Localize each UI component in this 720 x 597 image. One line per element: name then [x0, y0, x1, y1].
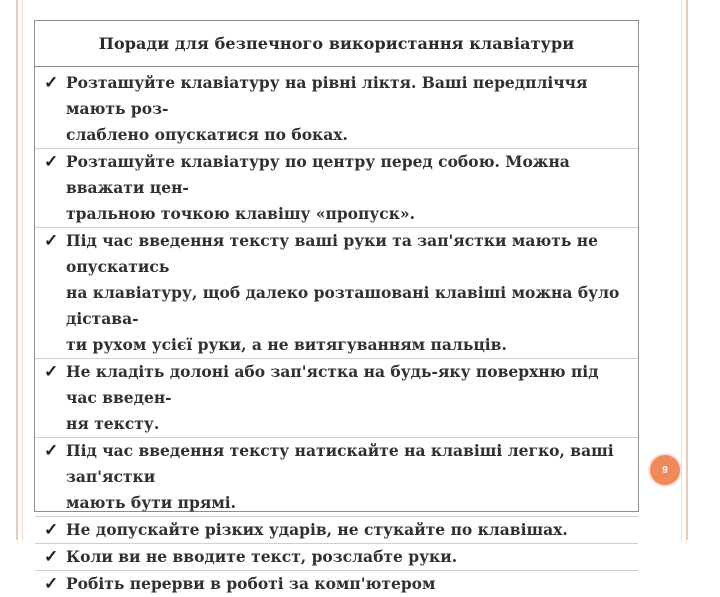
list-item [35, 359, 638, 438]
slide-number-badge: 9 [650, 455, 680, 485]
card-header [35, 21, 638, 67]
tip-line: Робіть перерви в роботі за комп'ютером [66, 574, 436, 593]
tip-line: тральною точкою клавішу «пропуск». [66, 204, 416, 223]
list-item [35, 228, 638, 359]
check-icon: ✓ [44, 547, 59, 566]
tip-line: Коли ви не вводите текст, розслабте руки. [66, 547, 458, 566]
tip-text [66, 438, 632, 516]
list-item [35, 438, 638, 517]
check-icon: ✓ [44, 231, 59, 250]
tip-text [66, 544, 632, 570]
check-icon: ✓ [44, 574, 59, 593]
tip-line: Під час введення тексту натискайте на клавіші легко, ваші зап'ястки [66, 441, 614, 486]
check-icon: ✓ [44, 520, 59, 539]
tip-line: Під час введення тексту ваші руки та зап'ястки мають не опускатись [66, 231, 599, 276]
card-title: Поради для безпечного використання клавіатури [98, 34, 575, 53]
tip-text [66, 571, 632, 597]
tip-line: Розташуйте клавіатуру по центру перед собою. Можна вважати цен- [66, 152, 570, 197]
tip-text [66, 149, 632, 227]
list-item [35, 544, 638, 571]
tip-text [66, 517, 632, 543]
tip-text [66, 70, 632, 148]
list-item [35, 571, 638, 597]
tip-line: ти рухом усієї руки, а не витягуванням пальців. [66, 335, 507, 354]
check-icon: ✓ [44, 441, 59, 460]
tip-line: ня тексту. [66, 414, 160, 433]
tip-line: мають бути прямі. [66, 493, 237, 512]
tip-line: слаблено опускатися по боках. [66, 125, 348, 144]
list-item [35, 70, 638, 149]
tip-line: Не допускайте різких ударів, не стукайте по клавішах. [66, 520, 568, 539]
tip-line: Не кладіть долоні або зап'ястка на будь-яку поверхню під час введен- [66, 362, 599, 407]
tip-text [66, 228, 632, 358]
tips-list [35, 67, 638, 597]
check-icon: ✓ [44, 152, 59, 171]
tip-line: Розташуйте клавіатуру на рівні ліктя. Ваші передпліччя мають роз- [66, 73, 588, 118]
list-item [35, 149, 638, 228]
tip-text [66, 359, 632, 437]
tips-card [34, 20, 639, 593]
check-icon: ✓ [44, 362, 59, 381]
tip-line: на клавіатуру, щоб далеко розташовані клавіші можна було діставa- [66, 283, 620, 328]
check-icon: ✓ [44, 73, 59, 92]
